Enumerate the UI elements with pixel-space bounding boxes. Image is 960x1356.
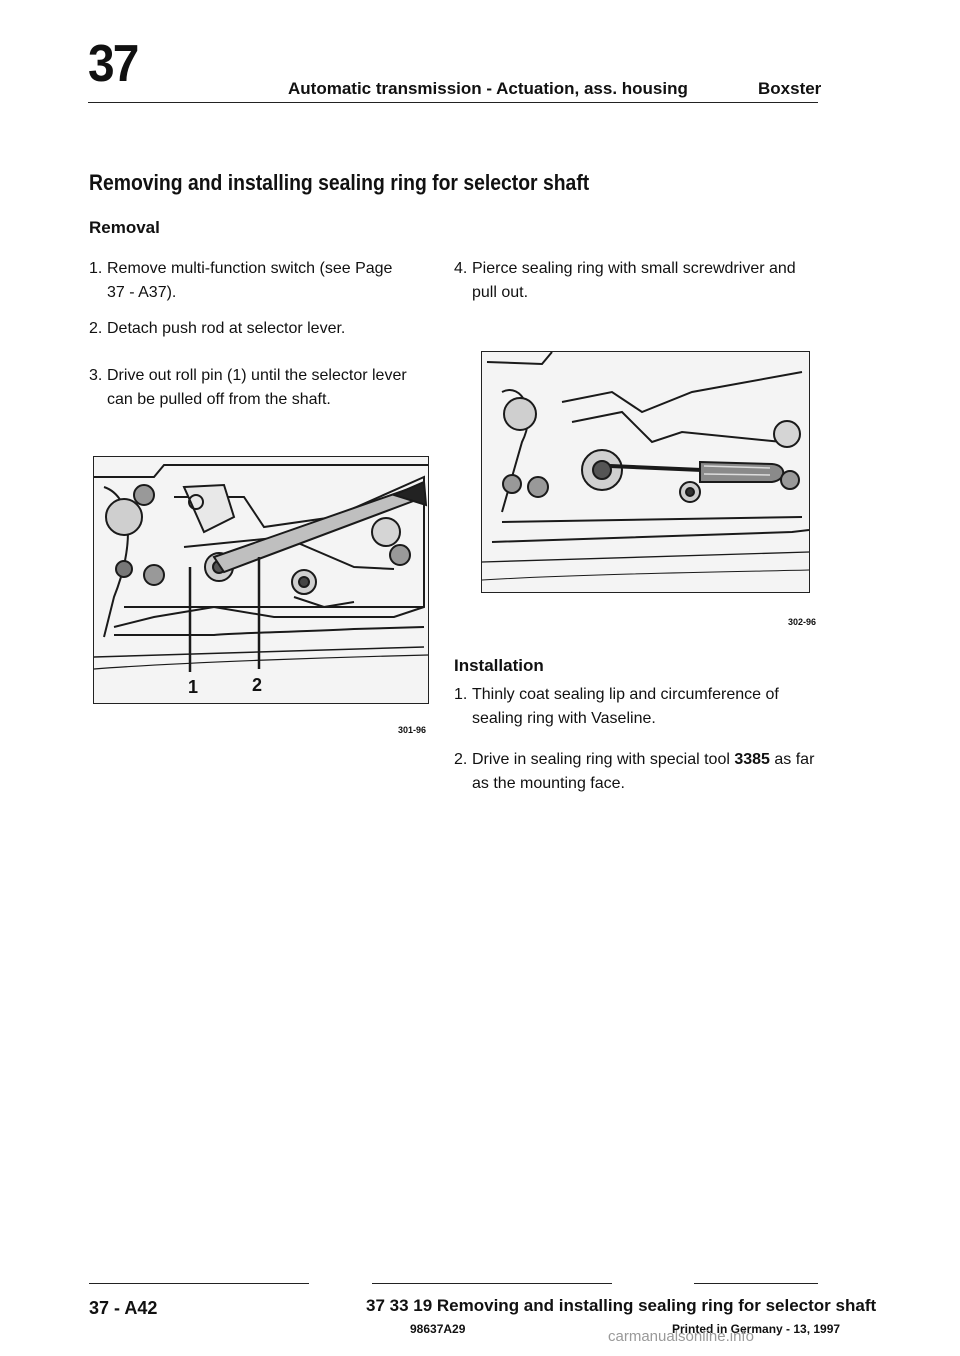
step-text <box>472 748 817 796</box>
figure-2-code: 302-96 <box>788 617 817 627</box>
removal-step-1 <box>89 257 419 305</box>
step-text: Pierce sealing ring with small screwdriver and pull out. <box>472 260 796 301</box>
footer-title: 37 33 19 Removing and installing sealing ring for selector shaft <box>366 1296 877 1315</box>
step-text: Drive out roll pin (1) until the selector lever can be pulled off from the shaft. <box>107 367 407 408</box>
removal-heading: Removal <box>89 218 160 237</box>
step-text: Detach push rod at selector lever. <box>107 320 346 337</box>
footer-printed: Printed in Germany - 13, 1997 <box>672 1322 841 1336</box>
installation-heading: Installation <box>454 656 544 675</box>
callout-1: 1 <box>188 677 199 697</box>
installation-step-1 <box>454 683 824 731</box>
step-number: 2. <box>89 320 103 337</box>
step-text-before: Drive in sealing ring with special tool <box>472 751 735 768</box>
step-text-after: as far as the mounting face. <box>472 751 815 792</box>
footer-doc-code: 98637A29 <box>410 1322 466 1336</box>
header-title: Automatic transmission - Actuation, ass. housing <box>288 79 688 98</box>
step-text: Remove multi-function switch (see Page 37 - A37). <box>107 260 393 301</box>
step-number: 1. <box>89 260 103 277</box>
step-number: 4. <box>454 260 468 277</box>
step-text: Thinly coat sealing lip and circumference of sealing ring with Vaseline. <box>472 686 779 727</box>
figure-pierce-sealing-ring <box>481 351 810 593</box>
installation-step-2 <box>454 748 824 796</box>
header-rule <box>88 102 818 103</box>
header-model: Boxster <box>758 79 822 98</box>
page-title: Removing and installing sealing ring for selector shaft <box>89 170 590 195</box>
footer-rule-left <box>89 1283 309 1284</box>
figure-selector-lever-drawing <box>94 457 428 703</box>
step-number: 2. <box>454 751 468 768</box>
figure-selector-lever <box>93 456 429 704</box>
figure-1-code: 301-96 <box>398 725 427 735</box>
tool-number: 3385 <box>734 751 770 768</box>
footer-rule-right <box>694 1283 818 1284</box>
removal-step-4 <box>454 257 824 305</box>
footer-page-number: 37 - A42 <box>89 1298 158 1318</box>
step-number: 1. <box>454 686 468 703</box>
figure-pierce-sealing-ring-drawing <box>482 352 809 592</box>
removal-step-3 <box>89 364 419 412</box>
removal-step-2 <box>89 317 419 341</box>
callout-2: 2 <box>252 675 263 695</box>
chapter-number: 37 <box>88 35 138 93</box>
footer-rule-center <box>372 1283 612 1284</box>
watermark: carmanualsonline.info <box>608 1328 754 1345</box>
step-number: 3. <box>89 367 103 384</box>
